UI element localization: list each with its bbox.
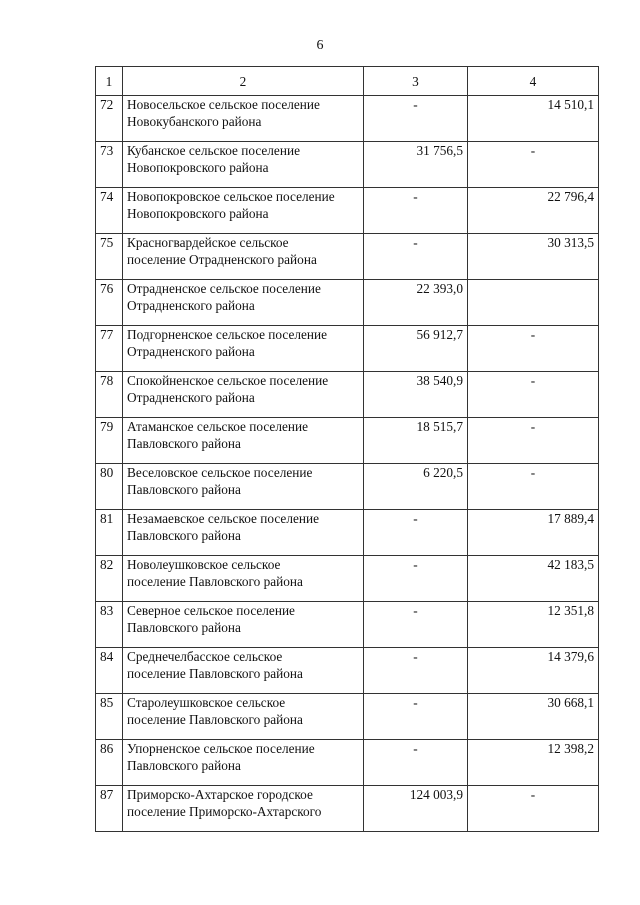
settlement-name-line-2: поселение Приморско-Ахтарского — [127, 804, 322, 819]
settlement-name-line-1: Новопокровское сельское поселение — [127, 189, 335, 204]
row-number: 78 — [96, 372, 123, 418]
value-col-3: - — [364, 602, 468, 648]
row-number: 79 — [96, 418, 123, 464]
settlement-name-line-1: Среднечелбасское сельское — [127, 649, 283, 664]
row-number: 80 — [96, 464, 123, 510]
settlement-name-line-1: Новосельское сельское поселение — [127, 97, 320, 112]
settlement-name — [123, 510, 364, 556]
table-row — [96, 280, 599, 326]
value-col-4: 30 668,1 — [468, 694, 599, 740]
settlement-name-line-2: Павловского района — [127, 758, 241, 773]
value-col-4: - — [468, 326, 599, 372]
settlement-name-line-2: Отрадненского района — [127, 390, 255, 405]
value-col-3: - — [364, 648, 468, 694]
settlement-name-line-2: Отрадненского района — [127, 344, 255, 359]
row-number: 82 — [96, 556, 123, 602]
table-row — [96, 740, 599, 786]
table-row — [96, 648, 599, 694]
value-col-4: 30 313,5 — [468, 234, 599, 280]
settlement-name-line-1: Новолеушковское сельское — [127, 557, 281, 572]
row-number: 81 — [96, 510, 123, 556]
value-col-4: 14 379,6 — [468, 648, 599, 694]
settlement-name-line-1: Подгорненское сельское поселение — [127, 327, 328, 342]
row-number: 75 — [96, 234, 123, 280]
table-row — [96, 602, 599, 648]
settlement-name — [123, 694, 364, 740]
settlement-name-line-1: Отрадненское сельское поселение — [127, 281, 321, 296]
settlement-name — [123, 326, 364, 372]
settlement-name-line-2: Новопокровского района — [127, 206, 269, 221]
row-number: 73 — [96, 142, 123, 188]
value-col-3: 22 393,0 — [364, 280, 468, 326]
settlement-name — [123, 142, 364, 188]
settlement-name-line-1: Атаманское сельское поселение — [127, 419, 309, 434]
table-row — [96, 786, 599, 832]
value-col-4: 22 796,4 — [468, 188, 599, 234]
settlement-name-line-1: Упорненское сельское поселение — [127, 741, 315, 756]
row-number: 83 — [96, 602, 123, 648]
value-col-3: - — [364, 234, 468, 280]
settlement-name-line-1: Старолеушковское сельское — [127, 695, 286, 710]
settlement-name-line-2: Павловского района — [127, 436, 241, 451]
value-col-3: 6 220,5 — [364, 464, 468, 510]
value-col-3: 18 515,7 — [364, 418, 468, 464]
value-col-4: - — [468, 418, 599, 464]
header-col-1: 1 — [96, 67, 123, 96]
value-col-3: 124 003,9 — [364, 786, 468, 832]
value-col-4: - — [468, 372, 599, 418]
settlement-name-line-1: Спокойненское сельское поселение — [127, 373, 329, 388]
value-col-3: - — [364, 96, 468, 142]
settlement-name — [123, 740, 364, 786]
value-col-3: 38 540,9 — [364, 372, 468, 418]
value-col-3: - — [364, 556, 468, 602]
settlement-name — [123, 648, 364, 694]
row-number: 72 — [96, 96, 123, 142]
settlement-name — [123, 418, 364, 464]
table-row — [96, 326, 599, 372]
value-col-4 — [468, 280, 599, 326]
value-col-4: - — [468, 786, 599, 832]
value-col-3: 56 912,7 — [364, 326, 468, 372]
settlement-name-line-2: Отрадненского района — [127, 298, 255, 313]
settlement-name-line-1: Красногвардейское сельское — [127, 235, 289, 250]
settlement-name-line-1: Кубанское сельское поселение — [127, 143, 300, 158]
table-row — [96, 464, 599, 510]
settlement-name-line-2: поселение Павловского района — [127, 574, 303, 589]
row-number: 87 — [96, 786, 123, 832]
value-col-4: 12 351,8 — [468, 602, 599, 648]
table-row — [96, 372, 599, 418]
settlement-name-line-2: поселение Павловского района — [127, 712, 303, 727]
settlement-name — [123, 188, 364, 234]
settlement-name-line-2: поселение Павловского района — [127, 666, 303, 681]
settlement-name-line-2: Павловского района — [127, 620, 241, 635]
value-col-3: - — [364, 188, 468, 234]
table-row — [96, 556, 599, 602]
settlement-name-line-2: Павловского района — [127, 482, 241, 497]
row-number: 84 — [96, 648, 123, 694]
value-col-4: 14 510,1 — [468, 96, 599, 142]
value-col-4: 42 183,5 — [468, 556, 599, 602]
row-number: 77 — [96, 326, 123, 372]
value-col-4: 12 398,2 — [468, 740, 599, 786]
settlement-name — [123, 602, 364, 648]
table-row — [96, 510, 599, 556]
value-col-3: - — [364, 740, 468, 786]
table-body — [96, 96, 599, 832]
settlement-name-line-2: Новопокровского района — [127, 160, 269, 175]
settlement-name-line-2: Новокубанского района — [127, 114, 262, 129]
settlement-name-line-2: поселение Отрадненского района — [127, 252, 317, 267]
row-number: 76 — [96, 280, 123, 326]
table-row — [96, 694, 599, 740]
value-col-4: - — [468, 142, 599, 188]
allocation-table — [95, 66, 599, 832]
settlement-name — [123, 372, 364, 418]
header-col-3: 3 — [364, 67, 468, 96]
settlement-name — [123, 234, 364, 280]
settlement-name — [123, 556, 364, 602]
table-header-row — [96, 67, 599, 96]
settlement-name-line-1: Приморско-Ахтарское городское — [127, 787, 313, 802]
header-col-2: 2 — [123, 67, 364, 96]
value-col-3: - — [364, 510, 468, 556]
settlement-name — [123, 280, 364, 326]
table-row — [96, 96, 599, 142]
table-row — [96, 188, 599, 234]
value-col-4: 17 889,4 — [468, 510, 599, 556]
settlement-name — [123, 96, 364, 142]
settlement-name-line-2: Павловского района — [127, 528, 241, 543]
settlement-name-line-1: Северное сельское поселение — [127, 603, 295, 618]
row-number: 74 — [96, 188, 123, 234]
row-number: 85 — [96, 694, 123, 740]
page-number: 6 — [316, 38, 324, 53]
value-col-3: - — [364, 694, 468, 740]
row-number: 86 — [96, 740, 123, 786]
value-col-4: - — [468, 464, 599, 510]
value-col-3: 31 756,5 — [364, 142, 468, 188]
table-row — [96, 418, 599, 464]
table-row — [96, 234, 599, 280]
settlement-name-line-1: Незамаевское сельское поселение — [127, 511, 319, 526]
header-col-4: 4 — [468, 67, 599, 96]
table-row — [96, 142, 599, 188]
settlement-name — [123, 464, 364, 510]
settlement-name-line-1: Веселовское сельское поселение — [127, 465, 313, 480]
settlement-name — [123, 786, 364, 832]
